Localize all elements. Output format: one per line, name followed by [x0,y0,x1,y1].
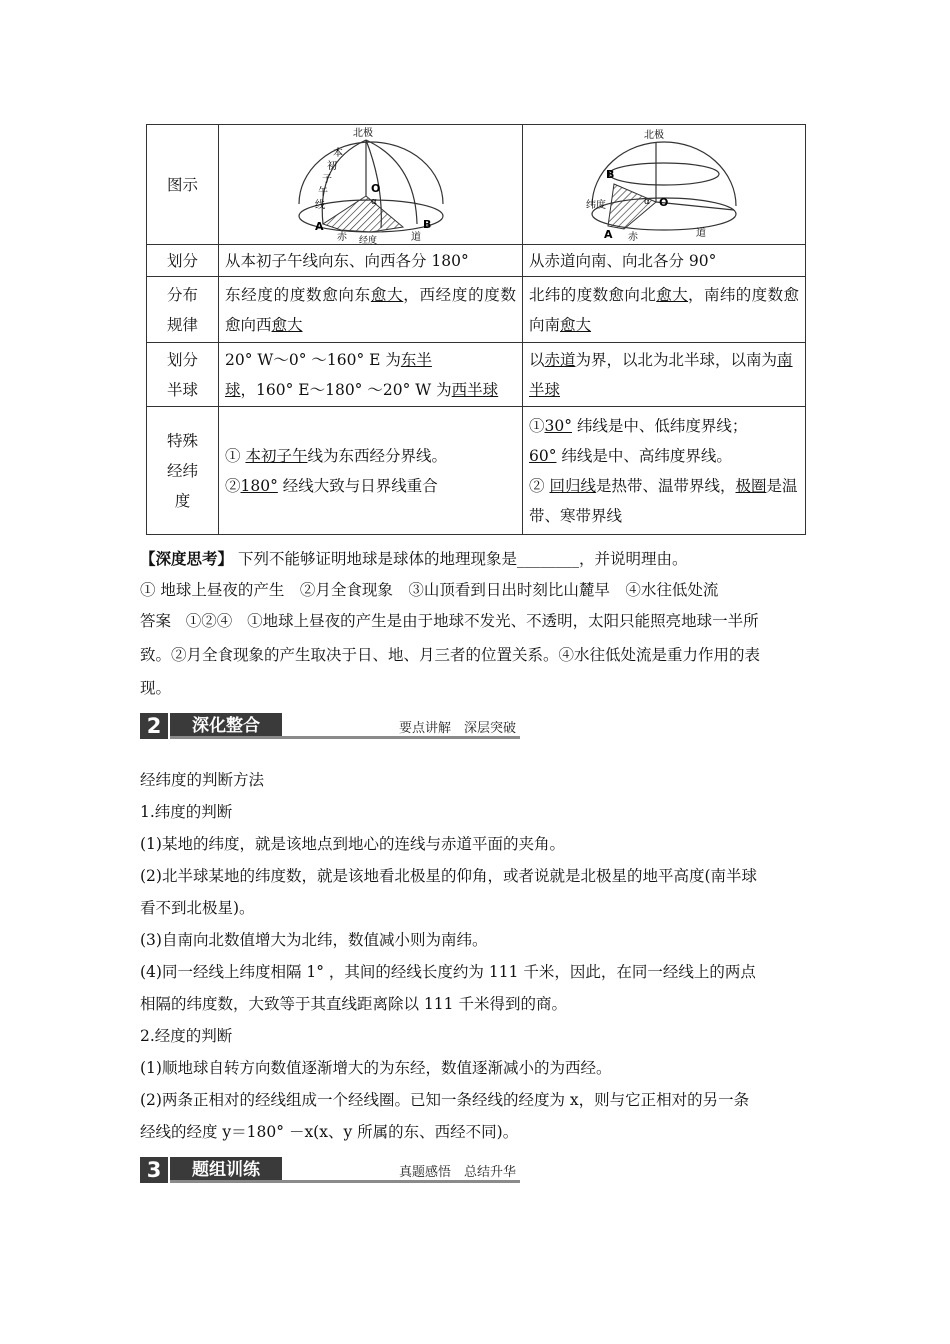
think-answer-line-2: 致。②月全食现象的产生取决于日、地、月三者的位置关系。④水往低处流是重力作用的表 [140,646,761,664]
body-line-11: (2)两条正相对的经线组成一个经线圈。已知一条经线的经度为 x，则与它正相对的另一条 [140,1091,750,1109]
hemisphere-latitude: 以赤道为界，以北为北半球，以南为南半球 [523,343,806,407]
body-line-1: 经纬度的判断方法 [140,771,265,789]
body-line-10: (1)顺地球自转方向数值逐渐增大的为东经，数值逐渐减小的为西经。 [140,1059,612,1077]
fig-lat-b: B [606,167,615,181]
body-line-7: (4)同一经线上纬度相隔 1° ，其间的经线长度约为 111 千米，因此，在同一经线上的两点 [140,963,756,981]
hemisphere-longitude: 20° W～0° ～160° E 为东半 球，160° E～180° ～20° W 为西半球 [219,343,523,407]
body-line-3: (1)某地的纬度，就是该地点到地心的连线与赤道平面的夹角。 [140,835,565,853]
body-line-9: 2.经度的判断 [140,1027,233,1045]
division-longitude: 从本初子午线向东、向西各分 180° [219,245,523,277]
fig-lng-longitude: 经度 [358,235,377,244]
fig-lng-b: B [422,217,431,231]
row-label-figure: 图示 [147,125,219,245]
fig-lat-equator-1: 赤 [628,231,638,243]
pattern-longitude: 东经度的度数愈向东愈大，西经度的度数愈向西愈大 [219,277,523,343]
fig-lng-alpha: α [370,196,377,207]
body-line-6: (3)自南向北数值增大为北纬，数值减小则为南纬。 [140,931,488,949]
row-label-special: 特殊 经纬 度 [147,407,219,535]
row-label-hemisphere: 划分 半球 [147,343,219,407]
pattern-latitude: 北纬的度数愈向北愈大，南纬的度数愈向南愈大 [523,277,806,343]
fig-lat-latitude: 纬度 [586,199,606,211]
table-row-hemisphere [147,343,806,407]
row-label-pattern: 分布 规律 [147,277,219,343]
longitude-diagram [291,126,451,244]
fig-lng-equator-2: 道 [410,231,421,243]
fig-lng-meridian-3: 子 [321,173,332,185]
table-row-figure [147,125,806,245]
body-line-12: 经线的经度 y＝180° －x(x、y 所属的东、西经不同)。 [140,1123,519,1141]
fig-lng-a: A [314,219,324,233]
longitude-figure-cell [219,125,523,245]
section-banner-3 [140,1157,520,1183]
special-latitude: ①30° 纬线是中、低纬度界线； 60° 纬线是中、高纬度界线。 ② 回归线是热带、温带界线，极圈是温带、寒带界线 [523,407,806,535]
section-subtitle: 要点讲解 深层突破 [398,721,516,736]
body-line-8: 相隔的纬度数，大致等于其直线距离除以 111 千米得到的商。 [140,995,567,1013]
think-tag: 【深度思考】 [140,550,234,568]
section-title: 深化整合 [170,713,282,739]
latitude-figure-cell [523,125,806,245]
fig-lng-meridian-4: 午 [317,186,328,198]
think-question: 【深度思考】 下列不能够证明地球是球体的地理现象是________，并说明理由。 [140,550,688,568]
fig-lat-a: A [604,227,613,241]
body-line-4: (2)北半球某地的纬度数，就是该地看北极星的仰角，或者说就是北极星的地平高度(南半球 [140,867,758,885]
table-row-division [147,245,806,277]
fig-lng-meridian-5: 线 [314,199,325,211]
fig-lat-equator-2: 道 [696,227,706,239]
section-banner-2 [140,713,520,739]
think-answer-line-1: 答案 ①②④ ①地球上昼夜的产生是由于地球不发光、不透明，太阳只能照亮地球一半所 [140,612,759,630]
table-row-pattern [147,277,806,343]
section-number: 2 [140,713,168,739]
fig-lat-alpha: α [644,196,650,207]
latitude-diagram [584,126,744,244]
division-latitude: 从赤道向南、向北各分 90° [523,245,806,277]
body-line-2: 1.纬度的判断 [140,803,233,821]
think-answer-line-3: 现。 [140,679,172,697]
special-longitude: ① 本初子午线为东西经分界线。 ②180° 经线大致与日界线重合 [219,407,523,535]
comparison-table [146,124,806,535]
fig-lng-north-pole: 北极 [352,127,373,139]
body-line-5: 看不到北极星)。 [140,899,255,917]
section-rule [170,736,520,739]
fig-lng-meridian-1: 本 [332,147,343,159]
fig-lng-o: O [370,181,380,195]
section-rule [170,1180,520,1183]
fig-lat-o: O [659,195,669,209]
section-number: 3 [140,1157,168,1183]
row-label-division: 划分 [147,245,219,277]
fig-lng-meridian-2: 初 [326,160,337,172]
fig-lng-equator-1: 赤 [336,231,347,243]
table-row-special [147,407,806,535]
section-title: 题组训练 [170,1157,282,1183]
fig-lat-north-pole: 北极 [644,129,664,141]
think-options: ① 地球上昼夜的产生 ②月全食现象 ③山顶看到日出时刻比山麓早 ④水往低处流 [140,581,719,599]
section-subtitle: 真题感悟 总结升华 [398,1165,516,1180]
